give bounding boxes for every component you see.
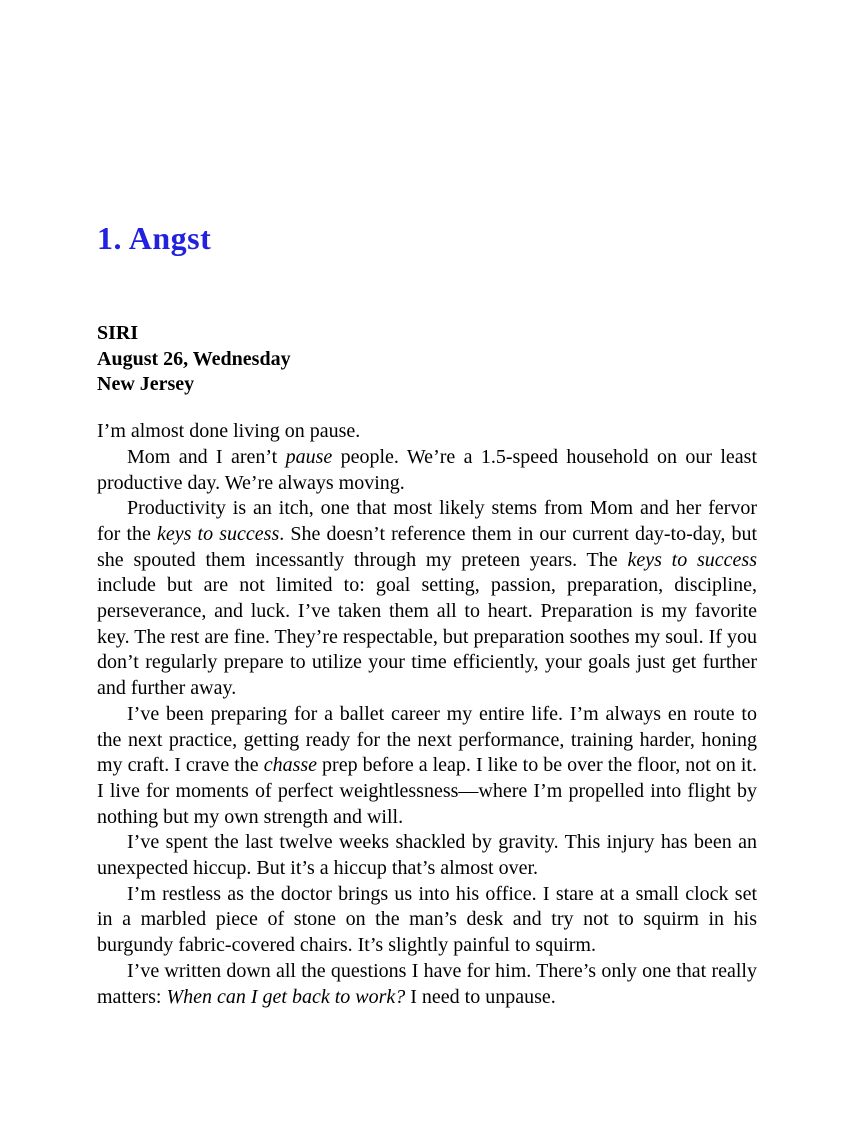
text-run: include but are not limited to: goal setting, passion, preparation, discipline, perseverance, and luck. I’ve taken them all to heart. Preparation is my favorite key. The rest are fine. They’re respectable, but preparation soothes my soul. If you don’t regularly prepare to utilize your time efficiently, your goals just get further and further away.	[97, 574, 757, 700]
paragraph	[97, 830, 757, 881]
italic-phrase: pause	[285, 445, 333, 468]
text-run: Mom and I aren’t	[127, 445, 286, 468]
italic-phrase: keys to success	[627, 548, 757, 571]
text-run: I’ve been preparing for a ballet career my entire life. I’m always en route to the next practice, getting ready for the next performance, training harder, honing my craft. I crave the	[97, 702, 757, 777]
text-run: I’ve written down all the questions I have for him. There’s only one that really matters:	[97, 959, 757, 1008]
dateline-location: New Jersey	[97, 373, 195, 396]
italic-phrase: chasse	[263, 754, 318, 777]
text-run: people. We’re a 1.5-speed household on our least productive day. We’re always moving.	[97, 445, 757, 494]
text-run: Productivity is an itch, one that most likely stems from Mom and her fervor for the	[97, 497, 757, 545]
text-run: I’ve spent the last twelve weeks shackled by gravity. This injury has been an unexpected hiccup. But it’s a hiccup that’s almost over.	[97, 831, 757, 880]
paragraph	[97, 496, 757, 702]
paragraph	[97, 702, 757, 831]
body-paragraphs	[97, 419, 757, 1010]
dateline-date: August 26, Wednesday	[97, 347, 291, 370]
paragraph	[97, 959, 757, 1010]
text-run: prep before a leap. I like to be over the floor, not on it. I live for moments of perfect weightlessness—where I’m propelled into flight by nothing but my own strength and will.	[97, 754, 757, 828]
chapter-heading: 1. Angst	[97, 220, 212, 256]
dateline-pov-name: SIRI	[97, 322, 139, 344]
paragraph	[97, 882, 757, 959]
text-run: . She doesn’t reference them in our current day-to-day, but she spouted them incessantly through my preteen years. The	[97, 522, 757, 571]
paragraph	[97, 419, 757, 445]
text-run: I’m almost done living on pause.	[97, 420, 361, 443]
text-run: I’m restless as the doctor brings us into his office. I stare at a small clock set in a marbled piece of stone on the man’s desk and try not to squirm in his burgundy fabric-covered chairs. It’s slightly painful to squirm.	[97, 882, 757, 957]
dateline-block	[97, 321, 757, 398]
text-run: I need to unpause.	[405, 985, 556, 1008]
paragraph	[97, 445, 757, 496]
page-content	[97, 0, 757, 1010]
italic-phrase: When can I get back to work?	[166, 985, 406, 1008]
italic-phrase: keys to success	[157, 522, 280, 545]
